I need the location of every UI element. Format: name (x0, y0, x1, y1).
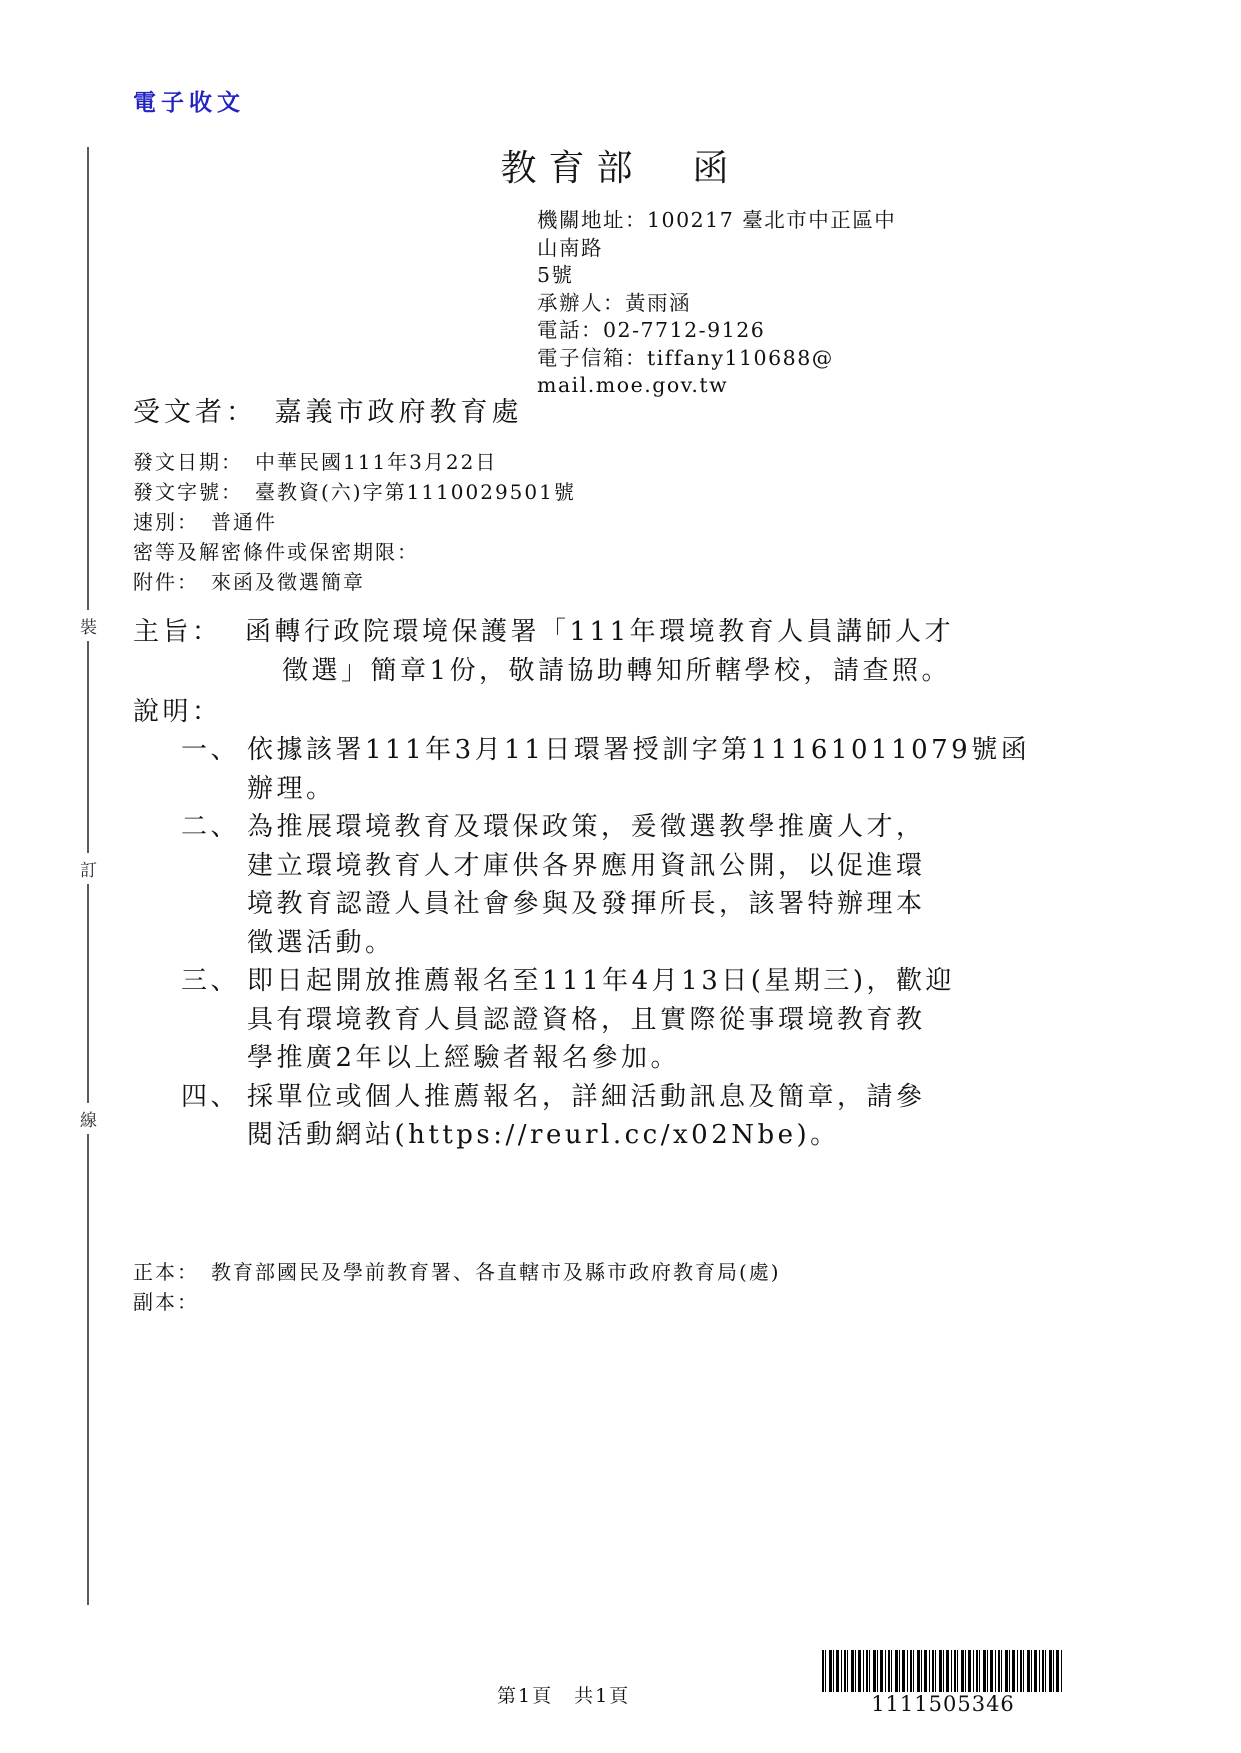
item-line: 具有環境教育人員認證資格，且實際從事環境教育教 (247, 1004, 926, 1035)
recipient-line: 受文者： 嘉義市政府教育處 (133, 397, 523, 428)
subject-section (133, 613, 954, 691)
copies-section (133, 1257, 781, 1317)
subject-line1: 函轉行政院環境保護署「111年環境教育人員講師人才 (245, 617, 955, 647)
explanation-item-3 (181, 962, 1101, 1078)
item-number: 四、 (181, 1081, 241, 1112)
barcode-image (822, 1650, 1064, 1692)
electronic-receipt-stamp: 電子收文 (133, 89, 245, 116)
sender-phone: 電話：02-7712-9126 (537, 318, 766, 342)
item-number: 三、 (181, 966, 241, 996)
subject-label: 主旨： (133, 617, 222, 647)
sender-contact-block (537, 207, 917, 400)
explanation-label: 說明： (133, 697, 222, 727)
item-line: 依據該署111年3月11日環署授訓字第11161011079號函 (247, 735, 1031, 765)
item-number: 二、 (181, 812, 241, 842)
item-line: 境教育認證人員社會參與及發揮所長，該署特辦理本 (247, 889, 926, 919)
barcode-number: 1111505346 (871, 1692, 1015, 1716)
explanation-item-1 (181, 731, 1101, 808)
security-line: 密等及解密條件或保密期限： (133, 540, 419, 564)
binding-mark-ding: 訂 (79, 853, 98, 884)
sender-address-line2: 5號 (537, 263, 574, 287)
item-text (247, 731, 1030, 808)
binding-mark-xian: 線 (79, 1103, 98, 1134)
document-meta-block (133, 447, 576, 597)
explanation-items (181, 731, 1101, 1155)
item-text (247, 808, 926, 962)
explanation-item-2 (181, 808, 1101, 962)
subject-line2: 徵選」簡章1份，敬請協助轉知所轄學校，請查照。 (282, 656, 952, 686)
issue-date-line: 發文日期： 中華民國111年3月22日 (133, 450, 498, 474)
item-line: 為推展環境教育及環保政策，爰徵選教學推廣人才， (247, 812, 926, 842)
item-line: 閱活動網站(https://reurl.cc/x02Nbe)。 (247, 1120, 840, 1150)
sender-email-line1: 電子信箱：tiffany110688@ (537, 345, 834, 370)
binding-mark-zhuang: 裝 (79, 610, 98, 641)
subject-text (245, 613, 954, 691)
item-text (247, 962, 955, 1078)
page-number-footer: 第1頁 共1頁 (497, 1685, 631, 1707)
item-line: 徵選活動。 (247, 927, 395, 958)
item-line: 建立環境教育人才庫供各界應用資訊公開，以促進環 (247, 850, 926, 881)
item-number: 一、 (181, 735, 241, 765)
sender-email-line2: mail.moe.gov.tw (537, 373, 729, 397)
item-line: 採單位或個人推薦報名，詳細活動訊息及簡章，請參 (247, 1081, 926, 1112)
page-title: 教育部 函 (500, 148, 741, 189)
sender-contact-person: 承辦人：黃雨涵 (537, 290, 691, 315)
doc-number-line: 發文字號： 臺教資(六)字第1110029501號 (133, 480, 576, 504)
attachment-line: 附件： 來函及徵選簡章 (133, 570, 365, 594)
item-line: 辦理。 (247, 773, 336, 804)
item-line: 即日起開放推薦報名至111年4月13日(星期三)，歡迎 (247, 966, 956, 996)
explanation-item-4 (181, 1078, 1101, 1155)
cc-copy-line: 副本： (133, 1290, 199, 1314)
sender-address-line1: 機關地址：100217 臺北市中正區中山南路 (537, 208, 897, 260)
item-text (247, 1078, 926, 1155)
item-line: 學推廣2年以上經驗者報名參加。 (247, 1043, 681, 1073)
original-copy-line: 正本： 教育部國民及學前教育署、各直轄市及縣市政府教育局(處) (133, 1260, 781, 1284)
speed-line: 速別： 普通件 (133, 510, 277, 534)
